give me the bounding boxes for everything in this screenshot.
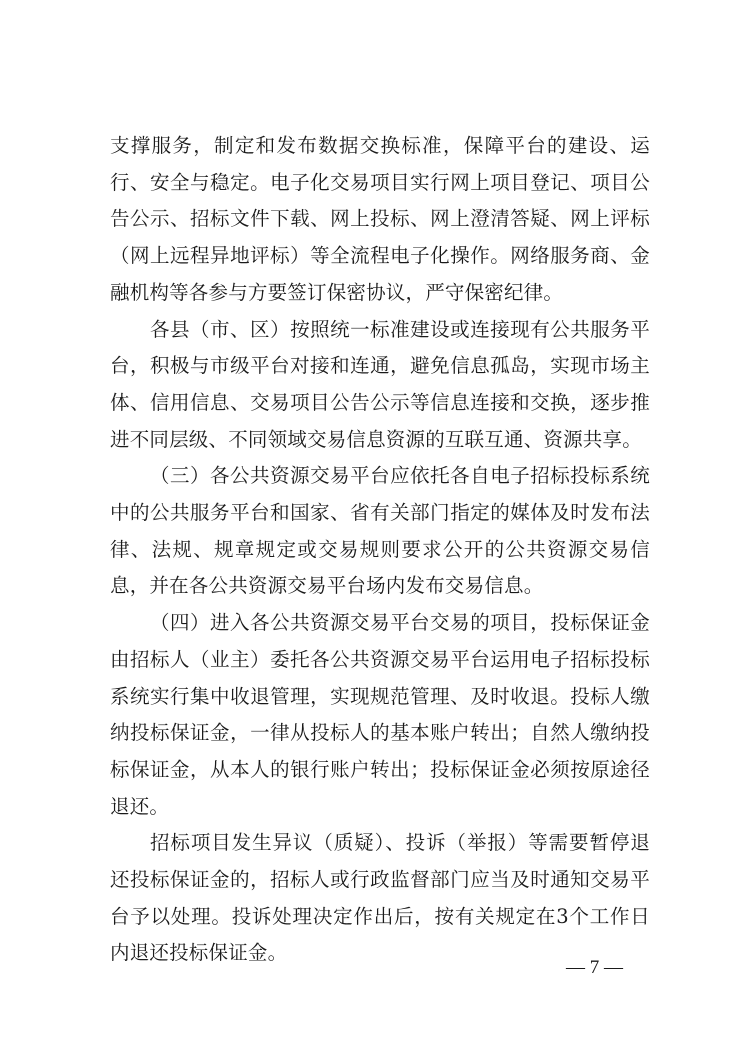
page-number: — 7 — [566,957,623,978]
paragraph-continued: 支撑服务，制定和发布数据交换标准，保障平台的建设、运行、安全与稳定。电子化交易项目实行网上项目登记、项目公告公示、招标文件下载、网上投标、网上澄清答疑、网上评标（网上远程异地评标）等全流程电子化操作。网络服务商、金融机构等各参与方要签订保密协议，严守保密纪律。 [110,134,650,304]
paragraph-section-four: （四）进入各公共资源交易平台交易的项目，投标保证金由招标人（业主）委托各公共资源交易平台运用电子招标投标系统实行集中收退管理，实现规范管理、及时收退。投标人缴纳投标保证金，一律从投标人的基本账户转出；自然人缴纳投标保证金，从本人的银行账户转出；投标保证金必须按原途径退还。 [110,611,650,818]
paragraph-deposit-refund: 招标项目发生异议（质疑）、投诉（举报）等需要暂停退还投标保证金的，招标人或行政监督部门应当及时通知交易平台予以处理。投诉处理决定作出后，按有关规定在3个工作日内退还投标保证金。 [110,831,650,965]
paragraph-county-platforms: 各县（市、区）按照统一标准建设或连接现有公共服务平台，积极与市级平台对接和连通，避免信息孤岛，实现市场主体、信用信息、交易项目公告公示等信息连接和交换，逐步推进不同层级、不同领域交易信息资源的互联互通、资源共享。 [110,317,650,451]
paragraph-section-three: （三）各公共资源交易平台应依托各自电子招标投标系统中的公共服务平台和国家、省有关部门指定的媒体及时发布法律、法规、规章规定或交易规则要求公开的公共资源交易信息，并在各公共资源交易平台场内发布交易信息。 [110,464,650,598]
document-body [110,128,650,972]
